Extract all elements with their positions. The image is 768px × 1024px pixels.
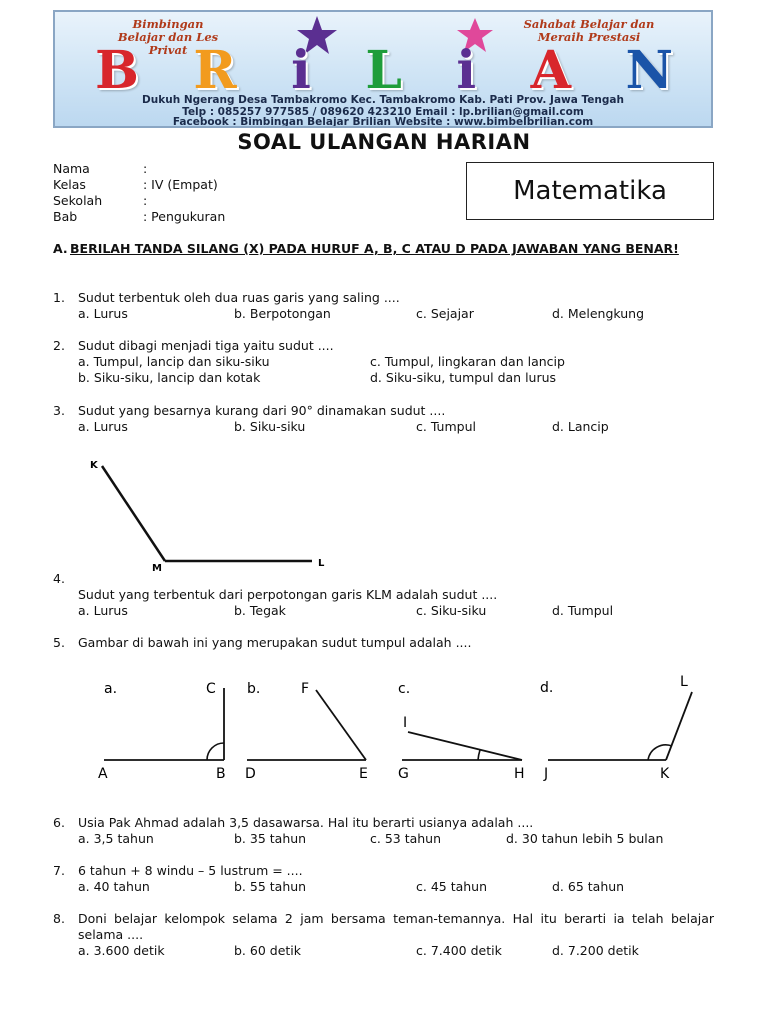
option-d[interactable]: d. 7.200 detik bbox=[552, 943, 639, 958]
option-b[interactable]: b. Berpotongan bbox=[234, 306, 331, 321]
identity-label: Kelas bbox=[53, 177, 86, 192]
identity-value: : Pengukuran bbox=[143, 209, 226, 224]
point-label: K bbox=[660, 766, 670, 782]
point-label: L bbox=[680, 674, 688, 690]
point-label: E bbox=[359, 766, 368, 782]
question-stem: Doni belajar kelompok selama 2 jam bersama teman-temannya. Hal itu berarti ia telah belajar selama .... bbox=[78, 911, 714, 942]
identity-value: : bbox=[143, 161, 148, 176]
question-stem: Gambar di bawah ini yang merupakan sudut tumpul adalah .... bbox=[78, 635, 472, 650]
brand-letter: B bbox=[95, 39, 141, 101]
question-number: 4. bbox=[53, 571, 65, 586]
option-b[interactable]: b. 60 detik bbox=[234, 943, 301, 958]
banner-contact: Telp : 085257 977585 / 089620 423210 Email : lp.brilian@gmail.com bbox=[182, 106, 584, 118]
identity-label: Sekolah bbox=[53, 193, 103, 208]
figure-option-label: c. bbox=[398, 681, 411, 697]
point-label-l: L bbox=[318, 558, 325, 569]
section-text: BERILAH TANDA SILANG (X) PADA HURUF A, B, C ATAU D PADA JAWABAN YANG BENAR! bbox=[70, 241, 679, 256]
figure-option-c[interactable] bbox=[398, 681, 525, 782]
point-label: F bbox=[301, 681, 310, 697]
option-a[interactable]: a. Lurus bbox=[78, 419, 128, 434]
option-b[interactable]: b. Tegak bbox=[234, 603, 286, 618]
question-number: 6. bbox=[53, 815, 65, 830]
header-banner bbox=[53, 10, 713, 128]
question-number: 3. bbox=[53, 403, 65, 418]
identity-label: Bab bbox=[53, 209, 78, 224]
point-label: C bbox=[206, 681, 216, 697]
point-label: H bbox=[514, 766, 525, 782]
brand-letter: i bbox=[291, 39, 313, 101]
point-label: J bbox=[544, 766, 549, 782]
option-d[interactable]: d. 65 tahun bbox=[552, 879, 625, 894]
question-5 bbox=[53, 635, 714, 651]
question-3 bbox=[53, 403, 714, 419]
question-stem: Sudut terbentuk oleh dua ruas garis yang saling .... bbox=[78, 290, 400, 305]
question-number: 2. bbox=[53, 338, 65, 353]
brand-letter: L bbox=[365, 39, 404, 101]
figure-option-b[interactable] bbox=[245, 681, 368, 782]
banner-social: Facebook : Bimbingan Belajar Brilian Website : www.bimbelbrilian.com bbox=[172, 116, 594, 128]
question-1 bbox=[53, 290, 714, 306]
page-title: SOAL ULANGAN HARIAN bbox=[237, 130, 531, 154]
question-stem: 6 tahun + 8 windu – 5 lustrum = .... bbox=[78, 863, 303, 878]
figure-option-label: a. bbox=[104, 681, 118, 697]
section-letter: A. bbox=[53, 241, 68, 256]
option-a[interactable]: a. Lurus bbox=[78, 603, 128, 618]
option-d[interactable]: d. Melengkung bbox=[552, 306, 645, 321]
option-a[interactable]: a. Lurus bbox=[78, 306, 128, 321]
banner-tagline-left: Bimbingan Belajar dan Les Privat bbox=[117, 17, 219, 57]
figure-angle-klm bbox=[80, 452, 340, 578]
point-label: I bbox=[403, 715, 408, 731]
option-c[interactable]: c. 53 tahun bbox=[370, 831, 442, 846]
option-c[interactable]: c. 45 tahun bbox=[416, 879, 488, 894]
option-b[interactable]: b. 55 tahun bbox=[234, 879, 307, 894]
question-stem: Usia Pak Ahmad adalah 3,5 dasawarsa. Hal itu berarti usianya adalah .... bbox=[78, 815, 534, 830]
question-7 bbox=[53, 863, 714, 879]
figure-option-label: b. bbox=[247, 681, 261, 697]
segment-km bbox=[102, 466, 165, 561]
option-c[interactable]: c. Sejajar bbox=[416, 306, 474, 321]
option-b[interactable]: b. 35 tahun bbox=[234, 831, 307, 846]
option-d[interactable]: d. Siku-siku, tumpul dan lurus bbox=[370, 370, 557, 385]
identity-label: Nama bbox=[53, 161, 90, 176]
brand-letter: N bbox=[625, 39, 675, 101]
figure-option-d[interactable] bbox=[540, 674, 692, 782]
option-b[interactable]: b. Siku-siku, lancip dan kotak bbox=[78, 370, 261, 385]
option-a[interactable]: a. 3.600 detik bbox=[78, 943, 165, 958]
option-c[interactable]: c. Tumpul, lingkaran dan lancip bbox=[370, 354, 565, 369]
option-a[interactable]: a. 3,5 tahun bbox=[78, 831, 154, 846]
identity-value: : IV (Empat) bbox=[143, 177, 218, 192]
question-6 bbox=[53, 815, 714, 831]
question-stem: Sudut yang terbentuk dari perpotongan garis KLM adalah sudut .... bbox=[78, 587, 498, 602]
point-label-k: K bbox=[90, 460, 98, 471]
subject-box: Matematika bbox=[466, 162, 714, 220]
brand-letter: R bbox=[193, 39, 239, 101]
option-c[interactable]: c. Siku-siku bbox=[416, 603, 487, 618]
question-stem: Sudut yang besarnya kurang dari 90° dinamakan sudut .... bbox=[78, 403, 446, 418]
identity-row-nama bbox=[53, 161, 147, 177]
point-label: D bbox=[245, 766, 256, 782]
option-a[interactable]: a. 40 tahun bbox=[78, 879, 150, 894]
option-d[interactable]: d. Lancip bbox=[552, 419, 609, 434]
figure-option-label: d. bbox=[540, 680, 554, 696]
question-number: 1. bbox=[53, 290, 65, 305]
question-stem: Sudut dibagi menjadi tiga yaitu sudut .... bbox=[78, 338, 334, 353]
question-8 bbox=[53, 911, 714, 943]
question-number: 8. bbox=[53, 911, 65, 926]
point-label: A bbox=[98, 766, 108, 782]
banner-tagline-right: Sahabat Belajar dan Meraih Prestasi bbox=[523, 17, 655, 44]
section-instruction bbox=[53, 241, 714, 257]
banner-address: Dukuh Ngerang Desa Tambakromo Kec. Tambakromo Kab. Pati Prov. Jawa Tengah bbox=[142, 94, 624, 106]
point-label: B bbox=[216, 766, 226, 782]
option-d[interactable]: d. Tumpul bbox=[552, 603, 614, 618]
option-b[interactable]: b. Siku-siku bbox=[234, 419, 306, 434]
figure-angle-options bbox=[80, 664, 720, 788]
question-number: 5. bbox=[53, 635, 65, 650]
figure-option-a[interactable] bbox=[98, 681, 226, 782]
option-a[interactable]: a. Tumpul, lancip dan siku-siku bbox=[78, 354, 270, 369]
option-c[interactable]: c. Tumpul bbox=[416, 419, 476, 434]
identity-value: : bbox=[143, 193, 148, 208]
identity-row-kelas bbox=[53, 177, 218, 193]
point-label: G bbox=[398, 766, 409, 782]
brand-letter: A bbox=[530, 39, 573, 101]
brand-letter: i bbox=[456, 39, 479, 101]
identity-row-sekolah bbox=[53, 193, 147, 209]
option-c[interactable]: c. 7.400 detik bbox=[416, 943, 502, 958]
identity-row-bab bbox=[53, 209, 225, 225]
question-2 bbox=[53, 338, 714, 354]
option-d[interactable]: d. 30 tahun lebih 5 bulan bbox=[506, 831, 664, 846]
point-label-m: M bbox=[152, 563, 162, 574]
question-4 bbox=[53, 587, 714, 603]
question-number: 7. bbox=[53, 863, 65, 878]
